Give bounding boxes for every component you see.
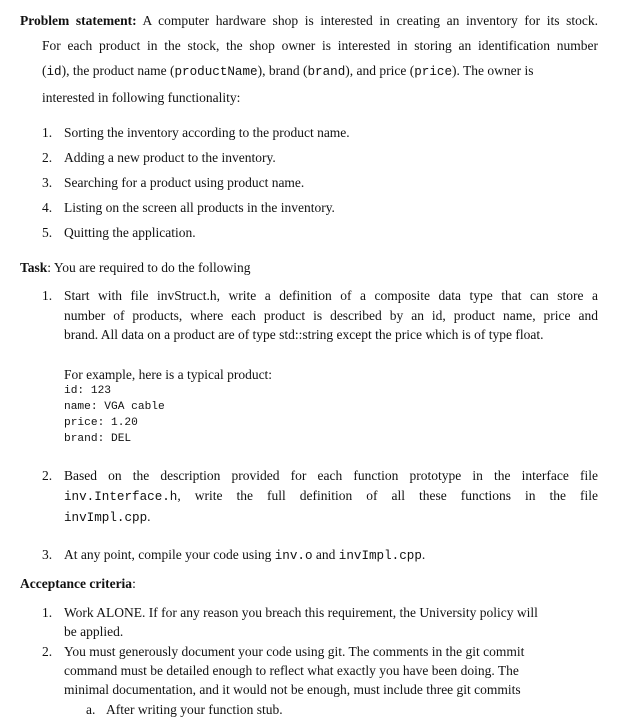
problem-line-1: Problem statement: A computer hardware shop is interested in creating an inventory for its stock.: [20, 13, 598, 28]
task-num-1: 1.: [42, 288, 53, 303]
problem-line-1-text: A computer hardware shop is interested in creating an inventory for its stock.: [142, 13, 598, 28]
func-item-1: Sorting the inventory according to the product name.: [64, 125, 350, 140]
func-item-3: Searching for a product using product name.: [64, 175, 305, 190]
acc-sub-item-a: After writing your function stub.: [106, 702, 283, 717]
example-line-name: name: VGA cable: [64, 401, 165, 413]
task-heading: Task: [20, 260, 48, 275]
example-line-id: id: 123: [64, 385, 111, 397]
code-inv-o: inv.o: [274, 549, 313, 563]
code-brand: brand: [307, 65, 346, 79]
problem-line-2: For each product in the stock, the shop owner is interested in storing an identification number: [42, 38, 598, 53]
func-num-4: 4.: [42, 200, 53, 215]
task-item-2-line-1: Based on the description provided for each function prototype in the interface file: [64, 468, 598, 483]
func-num-3: 3.: [42, 175, 53, 190]
task-item-1-line-1: Start with file invStruct.h, write a definition of a composite data type that can store a: [64, 288, 598, 303]
task-item-3: At any point, compile your code using inv.o and invImpl.cpp.: [64, 547, 426, 563]
func-item-2: Adding a new product to the inventory.: [64, 150, 276, 165]
func-item-4: Listing on the screen all products in the inventory.: [64, 200, 335, 215]
func-num-1: 1.: [42, 125, 53, 140]
acc-item-2-line-1: You must generously document your code using git. The comments in the git commit: [64, 644, 525, 659]
acc-item-2-line-3: minimal documentation, and it would not be enough, must include three git commits: [64, 682, 521, 697]
example-line-brand: brand: DEL: [64, 433, 132, 445]
code-price: price: [414, 65, 453, 79]
task-item-1-line-2: number of products, where each product is described by an id, product name, price and: [64, 308, 598, 323]
acc-item-1-line-2: be applied.: [64, 624, 124, 639]
acc-item-1-line-1: Work ALONE. If for any reason you breach this requirement, the University policy will: [64, 605, 538, 620]
example-intro: For example, here is a typical product:: [64, 367, 273, 382]
code-productName: productName: [174, 65, 258, 79]
example-line-price: price: 1.20: [64, 417, 138, 429]
task-num-2: 2.: [42, 468, 53, 483]
code-id: id: [46, 65, 62, 79]
acc-num-1: 1.: [42, 605, 53, 620]
code-inv-interface: inv.Interface.h: [64, 490, 178, 504]
task-num-3: 3.: [42, 547, 53, 562]
acc-num-2: 2.: [42, 644, 53, 659]
acc-item-2-line-2: command must be detailed enough to reflect what exactly you have been doing. The: [64, 663, 519, 678]
acc-sub-letter-a: a.: [86, 702, 96, 717]
acceptance-heading-line: Acceptance criteria:: [20, 576, 136, 591]
acceptance-heading: Acceptance criteria: [20, 576, 133, 591]
task-heading-line: Task: You are required to do the following: [20, 260, 251, 275]
task-item-2-line-2: inv.Interface.h, write the full definition of all these functions in the file: [64, 488, 598, 504]
func-num-2: 2.: [42, 150, 53, 165]
func-item-5: Quitting the application.: [64, 225, 196, 240]
func-num-5: 5.: [42, 225, 53, 240]
problem-line-4: interested in following functionality:: [42, 90, 241, 105]
task-item-1-line-3: brand. All data on a product are of type std::string except the price which is of type float.: [64, 327, 544, 342]
code-invImpl-cpp: invImpl.cpp: [338, 549, 422, 563]
problem-heading: Problem statement: [20, 13, 133, 28]
code-invImpl: invImpl.cpp: [64, 511, 148, 525]
task-item-2-line-3: invImpl.cpp.: [64, 509, 151, 525]
problem-line-3: (id), the product name (productName), brand (brand), and price (price). The owner is: [42, 63, 534, 79]
